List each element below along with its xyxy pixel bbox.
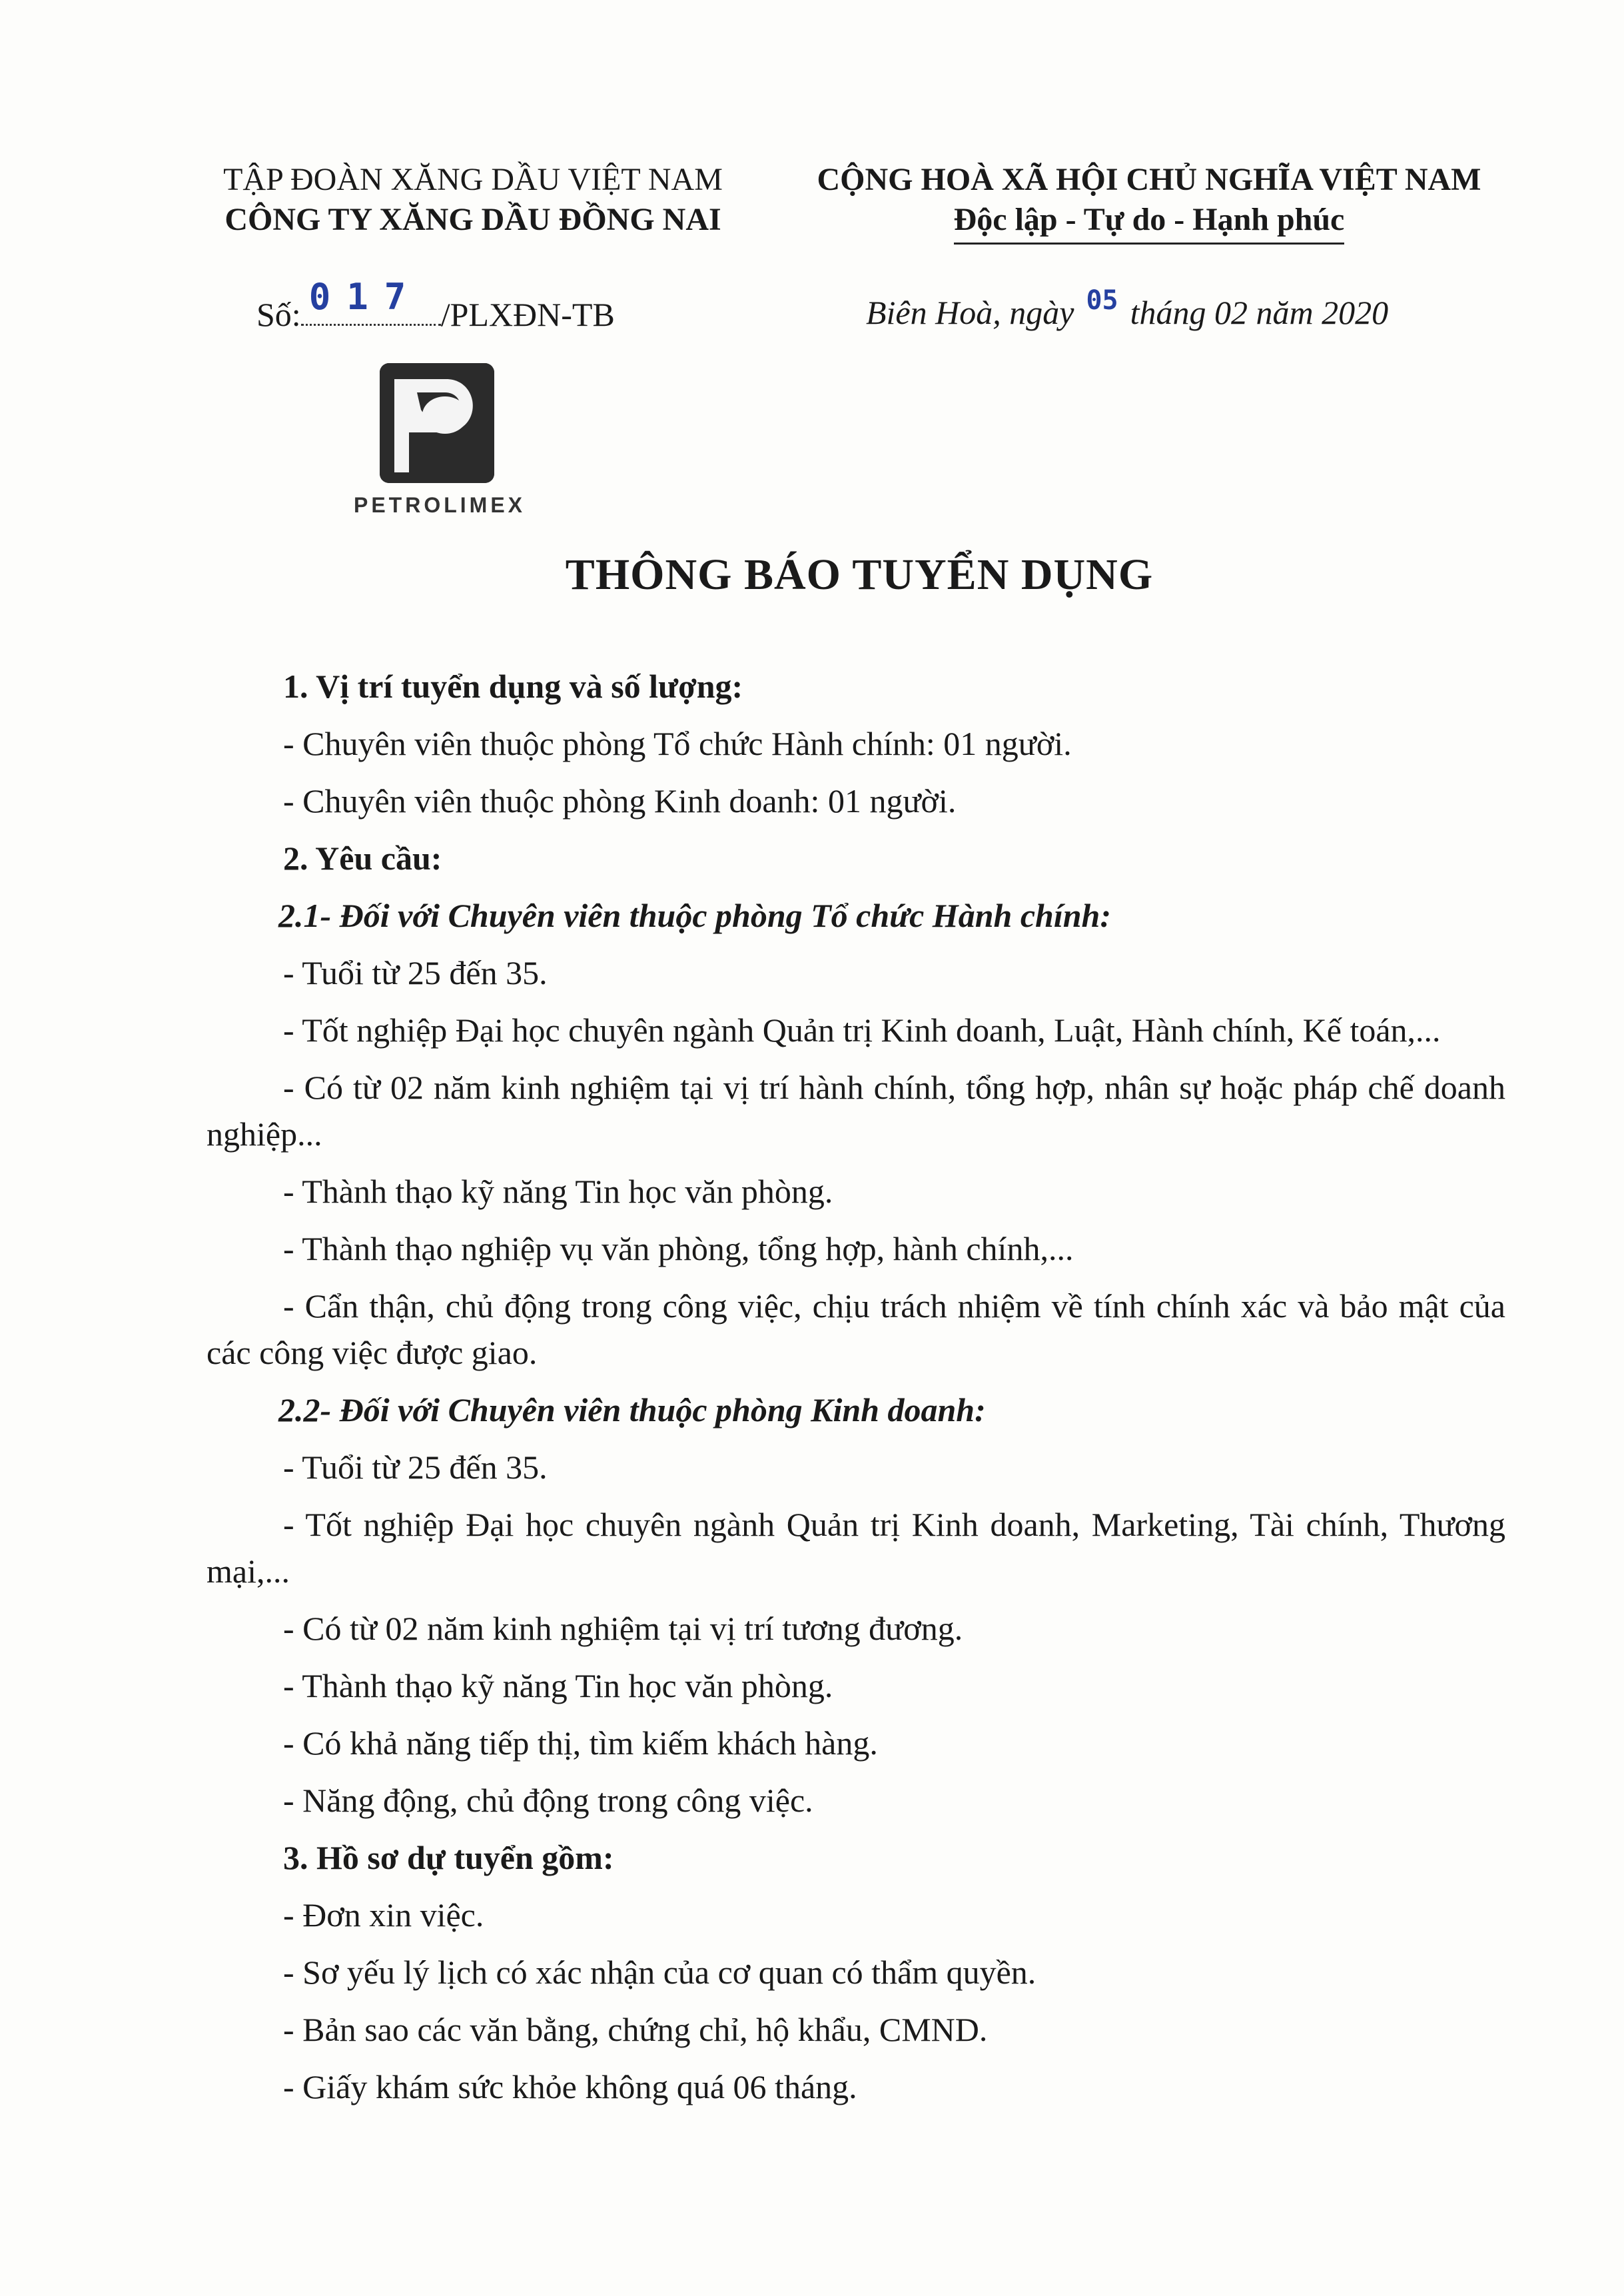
- section-heading: 3. Hồ sơ dự tuyển gồm:: [283, 1839, 614, 1876]
- number-suffix: /PLXĐN-TB: [440, 296, 615, 333]
- list-item: - Có từ 02 năm kinh nghiệm tại vị trí tương đương.: [283, 1610, 963, 1647]
- company-name: CÔNG TY XĂNG DẦU ĐỒNG NAI: [224, 202, 721, 237]
- list-item: - Thành thạo nghiệp vụ văn phòng, tổng hợp, hành chính,...: [283, 1230, 1074, 1267]
- list-item: - Có khả năng tiếp thị, tìm kiếm khách hàng.: [283, 1724, 878, 1762]
- date-place: Biên Hoà, ngày: [866, 294, 1074, 331]
- national-motto: Độc lập - Tự do - Hạnh phúc: [954, 200, 1345, 245]
- handwritten-day: 05: [1086, 285, 1118, 316]
- handwritten-number: 017: [308, 276, 422, 318]
- list-item: - Tuổi từ 25 đến 35.: [283, 1448, 548, 1486]
- list-item: - Bản sao các văn bằng, chứng chỉ, hộ khẩu, CMND.: [283, 2011, 988, 2048]
- document-date: [866, 285, 1389, 332]
- number-prefix: Số:: [256, 296, 301, 333]
- section-heading: 2. Yêu cầu:: [283, 840, 442, 877]
- list-item: - Tốt nghiệp Đại học chuyên ngành Quản trị Kinh doanh, Luật, Hành chính, Kế toán,...: [283, 1011, 1441, 1049]
- logo-caption: PETROLIMEX: [353, 493, 526, 517]
- list-item: - Tốt nghiệp Đại học chuyên ngành Quản trị Kinh doanh, Marketing, Tài chính, Thương mại,...: [206, 1506, 1505, 1590]
- list-item: - Cẩn thận, chủ động trong công việc, chịu trách nhiệm về tính chính xác và bảo mật của các công việc được giao.: [206, 1287, 1505, 1371]
- list-item: - Tuổi từ 25 đến 35.: [283, 954, 548, 991]
- parent-organization: TẬP ĐOÀN XĂNG DẦU VIỆT NAM: [223, 162, 723, 197]
- subsection-heading: 2.2- Đối với Chuyên viên thuộc phòng Kinh doanh:: [278, 1391, 986, 1429]
- list-item: - Năng động, chủ động trong công việc.: [283, 1782, 813, 1819]
- subsection-heading: 2.1- Đối với Chuyên viên thuộc phòng Tổ chức Hành chính:: [278, 897, 1111, 934]
- date-rest: tháng 02 năm 2020: [1130, 294, 1389, 331]
- list-item: - Đơn xin việc.: [283, 1896, 484, 1934]
- document-number: [256, 276, 615, 334]
- organization-header: [167, 160, 779, 240]
- list-item: - Thành thạo kỹ năng Tin học văn phòng.: [283, 1667, 833, 1704]
- document-title: THÔNG BÁO TUYỂN DỤNG: [565, 550, 1154, 599]
- list-item: - Chuyên viên thuộc phòng Tổ chức Hành chính: 01 người.: [283, 725, 1072, 762]
- list-item: - Thành thạo kỹ năng Tin học văn phòng.: [283, 1173, 833, 1210]
- section-heading: 1. Vị trí tuyển dụng và số lượng:: [283, 668, 743, 705]
- petrolimex-logo-icon: [380, 363, 494, 483]
- list-item: - Giấy khám sức khỏe không quá 06 tháng.: [283, 2068, 857, 2105]
- document-body: [206, 663, 1505, 2121]
- national-title: CỘNG HOÀ XÃ HỘI CHỦ NGHĨA VIỆT NAM: [817, 162, 1481, 197]
- national-header: [766, 160, 1532, 245]
- list-item: - Sơ yếu lý lịch có xác nhận của cơ quan có thẩm quyền.: [283, 1954, 1036, 1991]
- list-item: - Có từ 02 năm kinh nghiệm tại vị trí hành chính, tổng hợp, nhân sự hoặc pháp chế doanh nghiệp...: [206, 1069, 1505, 1153]
- list-item: - Chuyên viên thuộc phòng Kinh doanh: 01 người.: [283, 782, 957, 820]
